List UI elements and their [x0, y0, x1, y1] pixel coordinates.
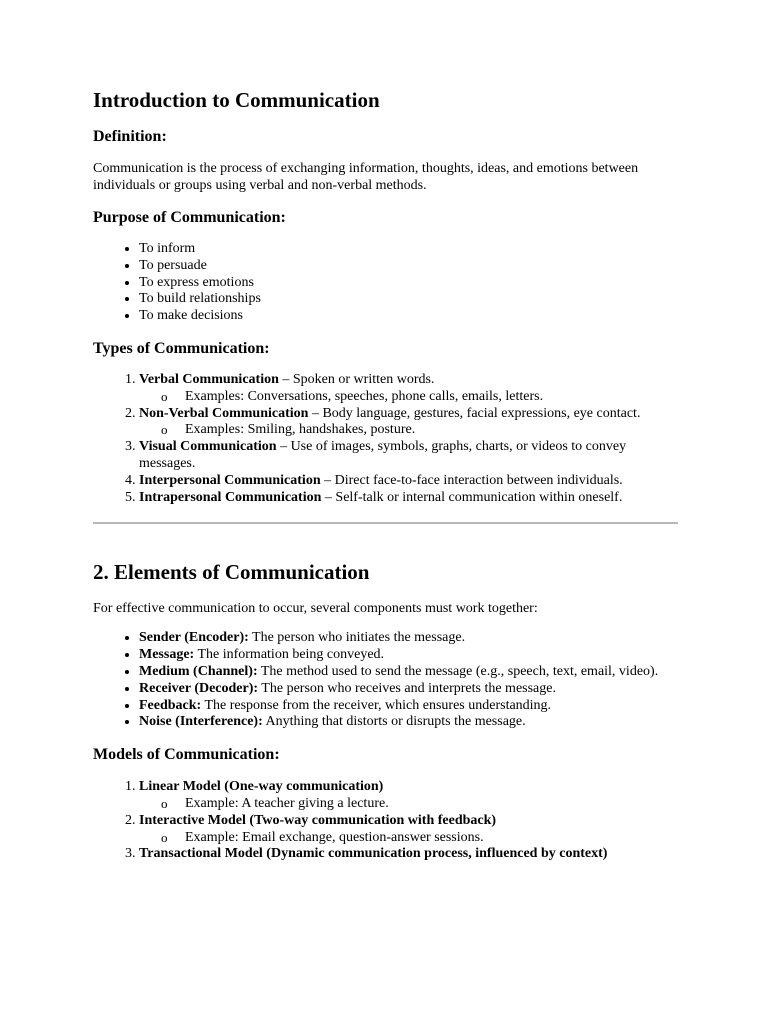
purpose-list	[93, 241, 678, 325]
element-term: Noise (Interference):	[139, 714, 263, 730]
element-item	[139, 630, 678, 647]
elements-intro: For effective communication to occur, several components must work together:	[93, 601, 538, 617]
type-term: Verbal Communication	[139, 371, 279, 387]
purpose-heading: Purpose of Communication:	[93, 209, 286, 226]
model-item	[139, 813, 678, 847]
type-desc: – Use of images, symbols, graphs, charts, or videos to convey messages.	[139, 439, 627, 471]
model-term: Linear Model (One-way communication)	[139, 779, 384, 795]
model-item	[139, 779, 678, 813]
element-term: Feedback:	[139, 697, 202, 713]
type-item	[139, 406, 678, 440]
purpose-item: • To persuade	[139, 258, 678, 275]
type-term: Intrapersonal Communication	[139, 489, 322, 505]
type-term: Visual Communication	[139, 439, 277, 455]
type-desc: – Self-talk or internal communication within oneself.	[321, 489, 623, 505]
element-desc: The response from the receiver, which ensures understanding.	[201, 697, 552, 713]
element-term: Sender (Encoder):	[139, 630, 249, 646]
purpose-item: • To express emotions	[139, 275, 678, 292]
document-content	[93, 86, 678, 863]
model-term: Transactional Model (Dynamic communication process, influenced by context)	[139, 846, 608, 862]
elements-list	[93, 630, 678, 731]
type-item	[139, 439, 678, 473]
type-term: Non-Verbal Communication	[139, 405, 309, 421]
type-item	[139, 372, 678, 406]
type-desc: – Spoken or written words.	[278, 371, 435, 387]
type-item	[139, 490, 678, 507]
type-item	[139, 473, 678, 490]
type-example: o Examples: Conversations, speeches, phone calls, emails, letters.	[161, 389, 678, 406]
types-list	[93, 372, 678, 506]
section-title: 2. Elements of Communication	[93, 560, 370, 585]
model-example: o Example: A teacher giving a lecture.	[161, 796, 678, 813]
element-desc: The method used to send the message (e.g., speech, text, email, video).	[257, 663, 659, 679]
model-item	[139, 846, 678, 863]
type-desc: – Body language, gestures, facial expressions, eye contact.	[308, 405, 641, 421]
element-desc: The information being conveyed.	[194, 647, 385, 663]
element-item	[139, 647, 678, 664]
section-title: Introduction to Communication	[93, 88, 380, 112]
element-term: Medium (Channel):	[139, 663, 258, 679]
element-item	[139, 714, 678, 731]
element-desc: The person who initiates the message.	[248, 630, 466, 646]
type-term: Interpersonal Communication	[139, 472, 321, 488]
element-term: Receiver (Decoder):	[139, 680, 259, 696]
type-example: o Examples: Smiling, handshakes, posture.	[161, 422, 678, 439]
types-heading: Types of Communication:	[93, 339, 270, 357]
purpose-item: • To build relationships	[139, 291, 678, 308]
element-item	[139, 681, 678, 698]
definition-text: Communication is the process of exchanging information, thoughts, ideas, and emotions between individuals or groups using verbal and non-verbal methods.	[93, 161, 639, 193]
purpose-item: • To make decisions	[139, 308, 678, 325]
model-term: Interactive Model (Two-way communication with feedback)	[139, 812, 497, 828]
element-item	[139, 698, 678, 715]
models-heading: Models of Communication:	[93, 746, 280, 764]
model-example: o Example: Email exchange, question-answer sessions.	[161, 830, 678, 847]
element-term: Message:	[139, 647, 195, 663]
element-desc: Anything that distorts or disrupts the message.	[262, 714, 526, 730]
element-item	[139, 664, 678, 681]
definition-heading: Definition:	[93, 128, 167, 145]
models-list	[93, 779, 678, 863]
element-desc: The person who receives and interprets the message.	[258, 680, 556, 696]
purpose-item: • To inform	[139, 241, 678, 258]
type-desc: – Direct face-to-face interaction between individuals.	[320, 472, 623, 488]
